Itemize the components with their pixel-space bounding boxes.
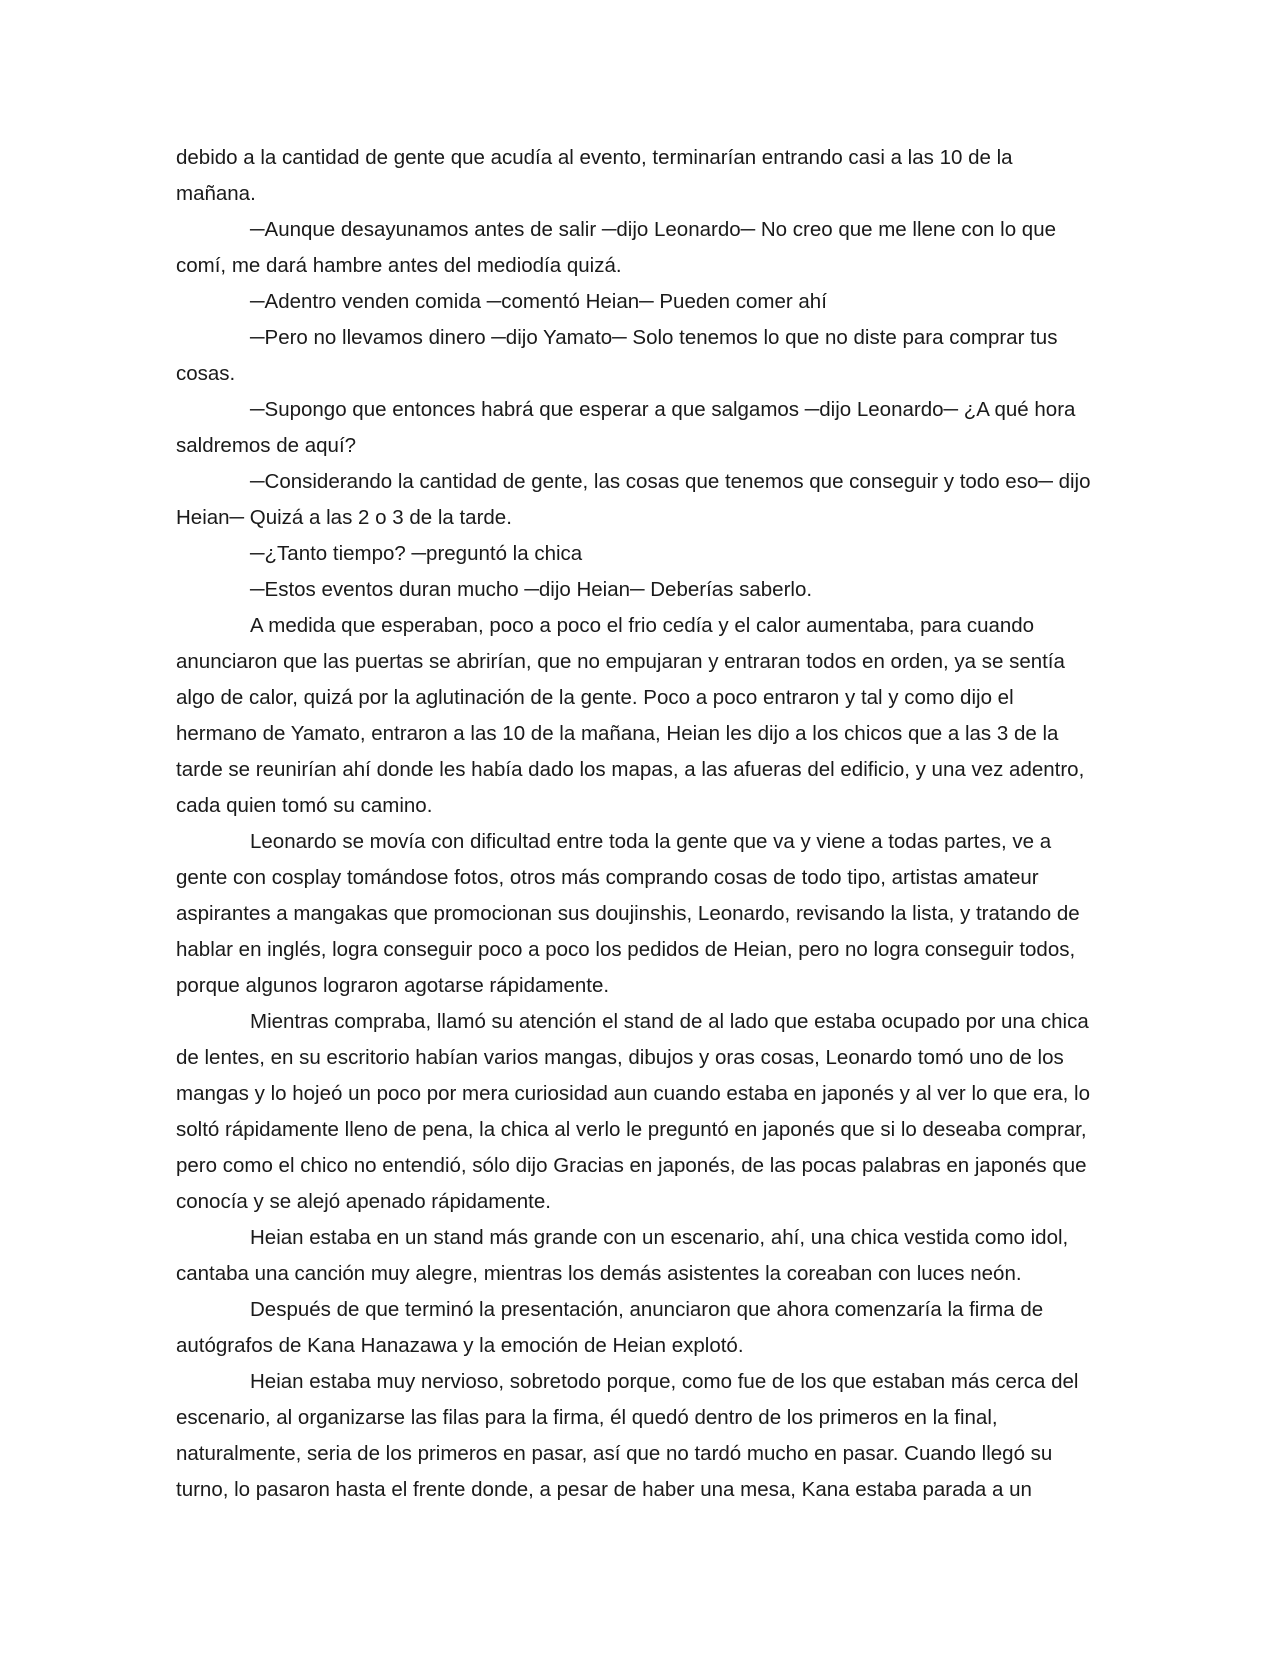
paragraph-1: debido a la cantidad de gente que acudía al evento, terminarían entrando casi a las 10 de la mañana.	[176, 146, 1013, 205]
paragraph-2: ─Aunque desayunamos antes de salir ─dijo Leonardo─ No creo que me llene con lo que comí, me dará hambre antes del mediodía quizá.	[176, 218, 1056, 277]
paragraph-4: ─Pero no llevamos dinero ─dijo Yamato─ Solo tenemos lo que no diste para comprar tus cosas.	[176, 326, 1058, 385]
paragraph-14: Heian estaba muy nervioso, sobretodo porque, como fue de los que estaban más cerca del escenario, al organizarse las filas para la firma, él quedó dentro de los primeros en la final, naturalmente, seria de los primeros en pasar, así que no tardó mucho en pasar. Cuando llegó su turno, lo pasaron hasta el frente donde, a pesar de haber una mesa, Kana estaba parada a un	[176, 1370, 1079, 1501]
paragraph-6: ─Considerando la cantidad de gente, las cosas que tenemos que conseguir y todo eso─ dijo Heian─ Quizá a las 2 o 3 de la tarde.	[176, 470, 1091, 529]
paragraph-10: Leonardo se movía con dificultad entre toda la gente que va y viene a todas partes, ve a gente con cosplay tomándose fotos, otros más comprando cosas de todo tipo, artistas amateur aspirantes a mangakas que promocionan sus doujinshis, Leonardo, revisando la lista, y tratando de hablar en inglés, logra conseguir poco a poco los pedidos de Heian, pero no logra conseguir todos, porque algunos lograron agotarse rápidamente.	[176, 830, 1080, 997]
paragraph-12: Heian estaba en un stand más grande con un escenario, ahí, una chica vestida como idol, cantaba una canción muy alegre, mientras los demás asistentes la coreaban con luces neón.	[176, 1226, 1069, 1285]
paragraph-11: Mientras compraba, llamó su atención el stand de al lado que estaba ocupado por una chica de lentes, en su escritorio habían varios mangas, dibujos y oras cosas, Leonardo tomó uno de los mangas y lo hojeó un poco por mera curiosidad aun cuando estaba en japonés y al ver lo que era, lo soltó rápidamente lleno de pena, la chica al verlo le preguntó en japonés que si lo deseaba comprar, pero como el chico no entendió, sólo dijo Gracias en japonés, de las pocas palabras en japonés que conocía y se alejó apenado rápidamente.	[176, 1010, 1090, 1213]
paragraph-13: Después de que terminó la presentación, anunciaron que ahora comenzaría la firma de autógrafos de Kana Hanazawa y la emoción de Heian explotó.	[176, 1298, 1044, 1357]
paragraph-8: ─Estos eventos duran mucho ─dijo Heian─ Deberías saberlo.	[250, 578, 813, 601]
paragraph-7: ─¿Tanto tiempo? ─preguntó la chica	[250, 542, 583, 565]
document-body	[176, 140, 1094, 1508]
paragraph-3: ─Adentro venden comida ─comentó Heian─ Pueden comer ahí	[250, 290, 827, 313]
paragraph-5: ─Supongo que entonces habrá que esperar a que salgamos ─dijo Leonardo─ ¿A qué hora saldremos de aquí?	[176, 398, 1076, 457]
paragraph-9: A medida que esperaban, poco a poco el frio cedía y el calor aumentaba, para cuando anunciaron que las puertas se abrirían, que no empujaran y entraran todos en orden, ya se sentía algo de calor, quizá por la aglutinación de la gente. Poco a poco entraron y tal y como dijo el hermano de Yamato, entraron a las 10 de la mañana, Heian les dijo a los chicos que a las 3 de la tarde se reunirían ahí donde les había dado los mapas, a las afueras del edificio, y una vez adentro, cada quien tomó su camino.	[176, 614, 1085, 817]
